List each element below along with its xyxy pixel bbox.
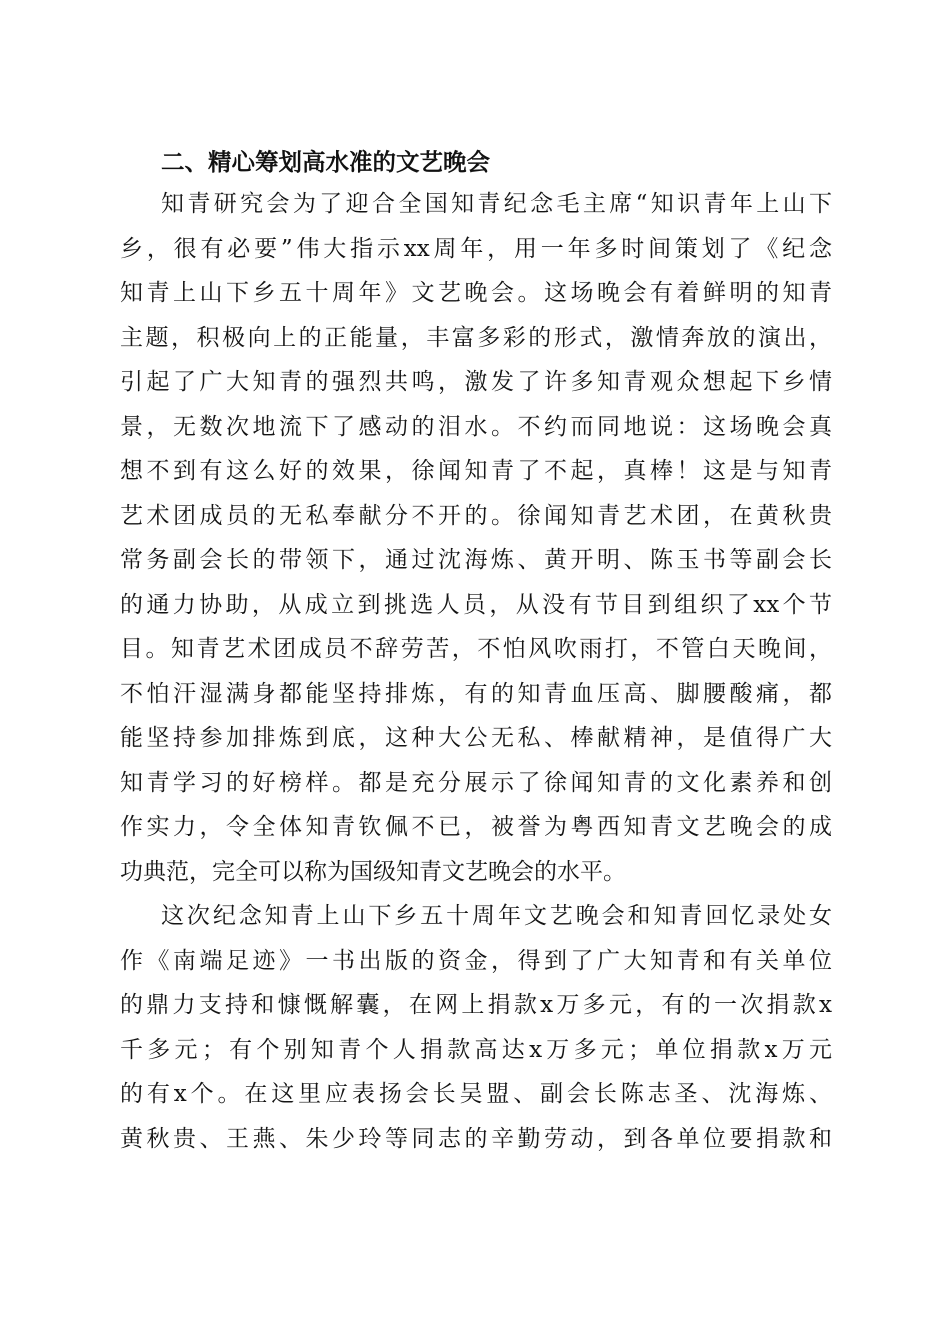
paragraph-line: 千多元；有个别知青个人捐款高达x万多元；单位捐款x万元	[120, 1036, 832, 1063]
section-heading: 二、精心筹划高水准的文艺晚会	[161, 148, 490, 176]
paragraph-line: 这次纪念知青上山下乡五十周年文艺晚会和知青回忆录处女	[161, 903, 832, 929]
paragraph-line: 知青学习的好榜样。都是充分展示了徐闻知青的文化素养和创	[120, 769, 832, 796]
paragraph-line: 主题，积极向上的正能量，丰富多彩的形式，激情奔放的演出，	[120, 324, 832, 351]
document-body	[120, 142, 832, 1161]
paragraph-line: 乡，很有必要”伟大指示xx周年，用一年多时间策划了《纪念	[120, 235, 832, 262]
paragraph-line: 作《南端足迹》一书出版的资金，得到了广大知青和有关单位	[120, 947, 832, 974]
paragraph-line: 能坚持参加排炼到底，这种大公无私、棒献精神，是值得广大	[120, 725, 832, 751]
paragraph-line: 目。知青艺术团成员不辞劳苦，不怕风吹雨打，不管白天晚间，	[120, 636, 832, 662]
paragraph-line: 黄秋贵、王燕、朱少玲等同志的辛勤劳动，到各单位要捐款和	[120, 1125, 832, 1152]
paragraph-line: 引起了广大知青的强烈共鸣，激发了许多知青观众想起下乡情	[120, 369, 832, 395]
paragraph-1	[120, 182, 832, 894]
paragraph-line: 作实力，令全体知青钦佩不已，被誉为粤西知青文艺晚会的成	[120, 814, 832, 840]
paragraph-line: 艺术团成员的无私奉献分不开的。徐闻知青艺术团，在黄秋贵	[120, 502, 832, 529]
paragraph-line: 功典范，完全可以称为国级知青文艺晚会的水平。	[120, 858, 626, 885]
paragraph-line: 不怕汗湿满身都能坚持排炼，有的知青血压高、脚腰酸痛，都	[120, 680, 832, 707]
paragraph-line: 的有x个。在这里应表扬会长吴盟、副会长陈志圣、沈海炼、	[120, 1081, 832, 1107]
paragraph-line: 景，无数次地流下了感动的泪水。不约而同地说：这场晚会真	[120, 413, 832, 440]
paragraph-line: 知青上山下乡五十周年》文艺晚会。这场晚会有着鲜明的知青	[120, 280, 832, 306]
paragraph-2	[120, 894, 832, 1161]
paragraph-line: 的通力协助，从成立到挑选人员，从没有节目到组织了xx个节	[120, 591, 832, 618]
paragraph-line: 知青研究会为了迎合全国知青纪念毛主席“知识青年上山下	[161, 191, 832, 217]
paragraph-line: 常务副会长的带领下，通过沈海炼、黄开明、陈玉书等副会长	[120, 547, 832, 573]
paragraph-line: 的鼎力支持和慷慨解囊，在网上捐款x万多元，有的一次捐款x	[120, 992, 832, 1018]
paragraph-line: 想不到有这么好的效果，徐闻知青了不起，真棒！这是与知青	[120, 458, 832, 484]
